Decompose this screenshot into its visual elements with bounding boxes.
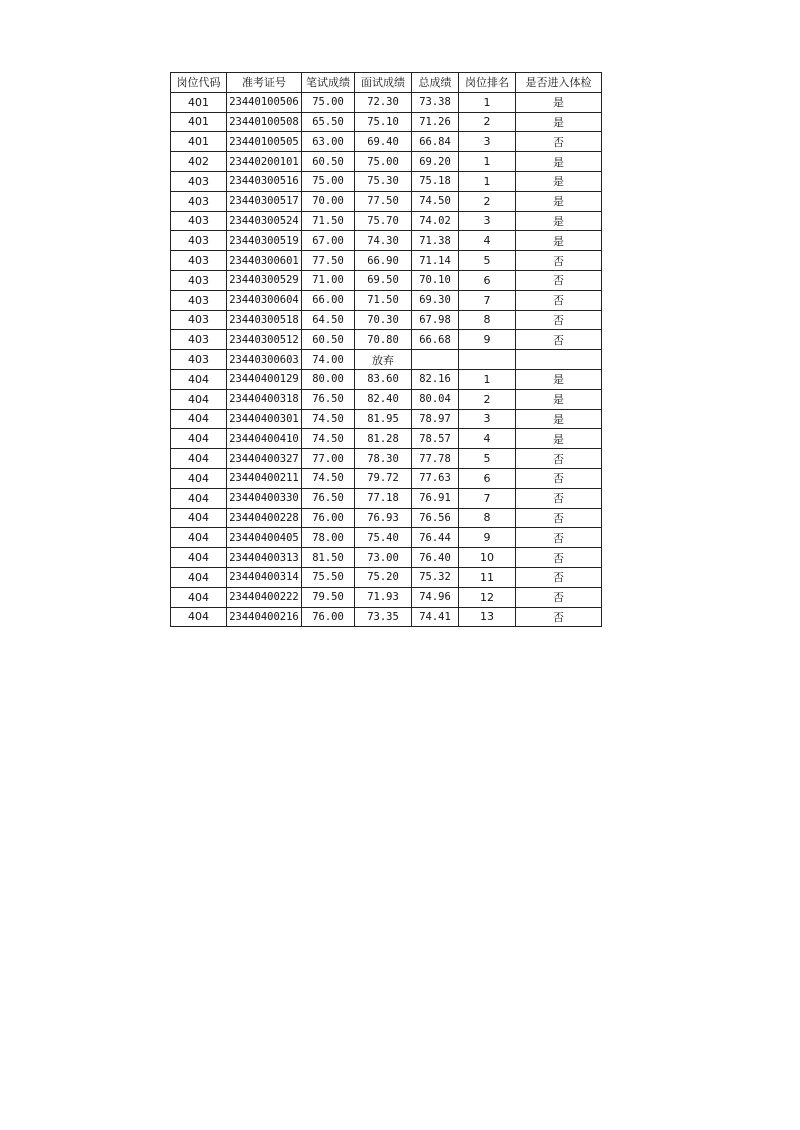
cell-position-code: 403 xyxy=(171,211,227,231)
cell-interview-score: 75.20 xyxy=(355,567,412,587)
cell-exam-id: 23440300601 xyxy=(227,251,302,271)
cell-position-code: 404 xyxy=(171,587,227,607)
cell-written-score: 77.50 xyxy=(302,251,355,271)
cell-exam-id: 23440300516 xyxy=(227,171,302,191)
table-row xyxy=(171,449,602,469)
table-row xyxy=(171,191,602,211)
cell-physical-exam: 否 xyxy=(516,310,602,330)
cell-exam-id: 23440400228 xyxy=(227,508,302,528)
table-row xyxy=(171,389,602,409)
cell-position-code: 404 xyxy=(171,607,227,627)
cell-interview-score: 73.35 xyxy=(355,607,412,627)
cell-interview-score: 81.95 xyxy=(355,409,412,429)
cell-written-score: 74.50 xyxy=(302,429,355,449)
cell-written-score: 77.00 xyxy=(302,449,355,469)
cell-written-score: 75.00 xyxy=(302,92,355,112)
cell-physical-exam: 否 xyxy=(516,567,602,587)
cell-written-score: 81.50 xyxy=(302,548,355,568)
table-header xyxy=(171,73,602,93)
cell-physical-exam: 是 xyxy=(516,409,602,429)
cell-total-score: 78.97 xyxy=(412,409,459,429)
cell-total-score: 80.04 xyxy=(412,389,459,409)
cell-exam-id: 23440400313 xyxy=(227,548,302,568)
cell-physical-exam: 否 xyxy=(516,270,602,290)
cell-position-code: 403 xyxy=(171,350,227,370)
cell-physical-exam: 是 xyxy=(516,211,602,231)
cell-position-rank: 10 xyxy=(459,548,516,568)
cell-total-score: 76.56 xyxy=(412,508,459,528)
cell-total-score: 74.02 xyxy=(412,211,459,231)
table-row xyxy=(171,350,602,370)
cell-interview-score: 81.28 xyxy=(355,429,412,449)
score-table xyxy=(170,72,602,627)
cell-interview-score: 69.40 xyxy=(355,132,412,152)
cell-position-code: 404 xyxy=(171,468,227,488)
table-row xyxy=(171,330,602,350)
cell-exam-id: 23440400314 xyxy=(227,567,302,587)
cell-position-code: 403 xyxy=(171,290,227,310)
cell-position-code: 403 xyxy=(171,171,227,191)
cell-interview-score: 70.80 xyxy=(355,330,412,350)
cell-position-rank: 1 xyxy=(459,369,516,389)
cell-exam-id: 23440400222 xyxy=(227,587,302,607)
cell-total-score: 82.16 xyxy=(412,369,459,389)
cell-total-score: 75.32 xyxy=(412,567,459,587)
cell-position-rank: 6 xyxy=(459,270,516,290)
cell-exam-id: 23440400330 xyxy=(227,488,302,508)
cell-written-score: 79.50 xyxy=(302,587,355,607)
cell-position-rank: 4 xyxy=(459,429,516,449)
cell-exam-id: 23440100508 xyxy=(227,112,302,132)
cell-exam-id: 23440400301 xyxy=(227,409,302,429)
cell-written-score: 80.00 xyxy=(302,369,355,389)
cell-interview-score: 75.30 xyxy=(355,171,412,191)
cell-total-score: 74.50 xyxy=(412,191,459,211)
cell-physical-exam: 否 xyxy=(516,607,602,627)
cell-position-code: 403 xyxy=(171,310,227,330)
cell-interview-score: 75.10 xyxy=(355,112,412,132)
table-row xyxy=(171,270,602,290)
cell-total-score: 76.40 xyxy=(412,548,459,568)
table-row xyxy=(171,112,602,132)
cell-total-score: 74.96 xyxy=(412,587,459,607)
cell-position-code: 403 xyxy=(171,270,227,290)
cell-position-code: 401 xyxy=(171,112,227,132)
cell-position-code: 404 xyxy=(171,548,227,568)
cell-position-rank: 1 xyxy=(459,152,516,172)
cell-position-rank: 3 xyxy=(459,211,516,231)
table-row xyxy=(171,132,602,152)
cell-exam-id: 23440300519 xyxy=(227,231,302,251)
cell-position-rank: 11 xyxy=(459,567,516,587)
table-row xyxy=(171,211,602,231)
cell-position-rank xyxy=(459,350,516,370)
cell-written-score: 76.00 xyxy=(302,508,355,528)
cell-written-score: 60.50 xyxy=(302,152,355,172)
cell-position-code: 402 xyxy=(171,152,227,172)
cell-total-score: 75.18 xyxy=(412,171,459,191)
cell-position-code: 403 xyxy=(171,191,227,211)
cell-physical-exam xyxy=(516,350,602,370)
cell-exam-id: 23440400405 xyxy=(227,528,302,548)
cell-written-score: 63.00 xyxy=(302,132,355,152)
table-row xyxy=(171,607,602,627)
header-position-code: 岗位代码 xyxy=(171,73,227,93)
cell-position-rank: 5 xyxy=(459,251,516,271)
header-interview-score: 面试成绩 xyxy=(355,73,412,93)
cell-total-score: 69.20 xyxy=(412,152,459,172)
table-row xyxy=(171,429,602,449)
cell-exam-id: 23440300529 xyxy=(227,270,302,290)
cell-interview-score: 74.30 xyxy=(355,231,412,251)
cell-total-score: 73.38 xyxy=(412,92,459,112)
cell-written-score: 75.00 xyxy=(302,171,355,191)
cell-position-code: 404 xyxy=(171,369,227,389)
header-position-rank: 岗位排名 xyxy=(459,73,516,93)
cell-position-code: 404 xyxy=(171,449,227,469)
cell-exam-id: 23440400129 xyxy=(227,369,302,389)
cell-written-score: 65.50 xyxy=(302,112,355,132)
cell-interview-score: 78.30 xyxy=(355,449,412,469)
cell-position-code: 404 xyxy=(171,488,227,508)
cell-position-code: 401 xyxy=(171,92,227,112)
cell-written-score: 76.00 xyxy=(302,607,355,627)
cell-physical-exam: 否 xyxy=(516,508,602,528)
cell-exam-id: 23440300603 xyxy=(227,350,302,370)
cell-written-score: 75.50 xyxy=(302,567,355,587)
cell-exam-id: 23440100506 xyxy=(227,92,302,112)
cell-physical-exam: 是 xyxy=(516,152,602,172)
table-body xyxy=(171,92,602,627)
cell-physical-exam: 是 xyxy=(516,191,602,211)
cell-written-score: 74.50 xyxy=(302,468,355,488)
cell-written-score: 66.00 xyxy=(302,290,355,310)
cell-physical-exam: 否 xyxy=(516,548,602,568)
table-row xyxy=(171,310,602,330)
cell-position-rank: 3 xyxy=(459,132,516,152)
cell-total-score: 77.63 xyxy=(412,468,459,488)
cell-total-score: 78.57 xyxy=(412,429,459,449)
cell-total-score: 71.14 xyxy=(412,251,459,271)
cell-position-rank: 13 xyxy=(459,607,516,627)
cell-exam-id: 23440300512 xyxy=(227,330,302,350)
table-row xyxy=(171,468,602,488)
cell-interview-score: 66.90 xyxy=(355,251,412,271)
cell-exam-id: 23440400410 xyxy=(227,429,302,449)
cell-interview-score: 77.50 xyxy=(355,191,412,211)
cell-exam-id: 23440300524 xyxy=(227,211,302,231)
cell-written-score: 64.50 xyxy=(302,310,355,330)
cell-position-rank: 2 xyxy=(459,191,516,211)
table-row xyxy=(171,231,602,251)
cell-physical-exam: 否 xyxy=(516,449,602,469)
cell-exam-id: 23440300518 xyxy=(227,310,302,330)
cell-written-score: 67.00 xyxy=(302,231,355,251)
cell-position-rank: 7 xyxy=(459,290,516,310)
table-row xyxy=(171,567,602,587)
cell-position-rank: 12 xyxy=(459,587,516,607)
cell-physical-exam: 是 xyxy=(516,171,602,191)
table-row xyxy=(171,587,602,607)
table-row xyxy=(171,488,602,508)
cell-position-code: 404 xyxy=(171,409,227,429)
cell-physical-exam: 否 xyxy=(516,587,602,607)
cell-total-score: 74.41 xyxy=(412,607,459,627)
cell-interview-score: 71.50 xyxy=(355,290,412,310)
cell-position-rank: 1 xyxy=(459,171,516,191)
cell-interview-score: 77.18 xyxy=(355,488,412,508)
cell-position-code: 403 xyxy=(171,330,227,350)
cell-interview-score: 69.50 xyxy=(355,270,412,290)
cell-interview-score: 放弃 xyxy=(355,350,412,370)
cell-position-code: 404 xyxy=(171,429,227,449)
cell-position-rank: 9 xyxy=(459,330,516,350)
cell-position-rank: 1 xyxy=(459,92,516,112)
cell-position-code: 403 xyxy=(171,251,227,271)
cell-position-rank: 9 xyxy=(459,528,516,548)
cell-position-code: 404 xyxy=(171,508,227,528)
cell-written-score: 74.00 xyxy=(302,350,355,370)
cell-total-score: 71.26 xyxy=(412,112,459,132)
header-physical-exam: 是否进入体检 xyxy=(516,73,602,93)
cell-total-score: 76.91 xyxy=(412,488,459,508)
cell-physical-exam: 是 xyxy=(516,429,602,449)
cell-written-score: 76.50 xyxy=(302,488,355,508)
cell-written-score: 76.50 xyxy=(302,389,355,409)
table-row xyxy=(171,528,602,548)
table-row xyxy=(171,152,602,172)
table-row xyxy=(171,508,602,528)
table-row xyxy=(171,92,602,112)
cell-interview-score: 71.93 xyxy=(355,587,412,607)
cell-interview-score: 79.72 xyxy=(355,468,412,488)
table-row xyxy=(171,548,602,568)
header-written-score: 笔试成绩 xyxy=(302,73,355,93)
cell-interview-score: 72.30 xyxy=(355,92,412,112)
cell-position-code: 403 xyxy=(171,231,227,251)
cell-physical-exam: 否 xyxy=(516,251,602,271)
cell-written-score: 60.50 xyxy=(302,330,355,350)
cell-position-rank: 2 xyxy=(459,389,516,409)
cell-exam-id: 23440400327 xyxy=(227,449,302,469)
cell-interview-score: 70.30 xyxy=(355,310,412,330)
cell-interview-score: 76.93 xyxy=(355,508,412,528)
cell-total-score xyxy=(412,350,459,370)
cell-total-score: 69.30 xyxy=(412,290,459,310)
cell-physical-exam: 是 xyxy=(516,369,602,389)
cell-physical-exam: 否 xyxy=(516,290,602,310)
cell-total-score: 71.38 xyxy=(412,231,459,251)
cell-physical-exam: 否 xyxy=(516,330,602,350)
cell-written-score: 78.00 xyxy=(302,528,355,548)
table-row xyxy=(171,171,602,191)
cell-exam-id: 23440200101 xyxy=(227,152,302,172)
cell-position-rank: 2 xyxy=(459,112,516,132)
table-row xyxy=(171,251,602,271)
cell-physical-exam: 否 xyxy=(516,132,602,152)
cell-position-code: 404 xyxy=(171,389,227,409)
cell-interview-score: 75.70 xyxy=(355,211,412,231)
cell-physical-exam: 是 xyxy=(516,231,602,251)
table-row xyxy=(171,369,602,389)
cell-total-score: 76.44 xyxy=(412,528,459,548)
cell-total-score: 70.10 xyxy=(412,270,459,290)
cell-total-score: 77.78 xyxy=(412,449,459,469)
table-row xyxy=(171,409,602,429)
cell-position-rank: 4 xyxy=(459,231,516,251)
header-total-score: 总成绩 xyxy=(412,73,459,93)
cell-interview-score: 83.60 xyxy=(355,369,412,389)
cell-position-rank: 8 xyxy=(459,310,516,330)
cell-physical-exam: 是 xyxy=(516,389,602,409)
cell-physical-exam: 是 xyxy=(516,112,602,132)
cell-position-rank: 6 xyxy=(459,468,516,488)
header-row xyxy=(171,73,602,93)
cell-exam-id: 23440300517 xyxy=(227,191,302,211)
cell-exam-id: 23440400318 xyxy=(227,389,302,409)
cell-position-rank: 8 xyxy=(459,508,516,528)
cell-interview-score: 75.00 xyxy=(355,152,412,172)
cell-total-score: 67.98 xyxy=(412,310,459,330)
cell-physical-exam: 否 xyxy=(516,528,602,548)
cell-interview-score: 73.00 xyxy=(355,548,412,568)
cell-position-code: 401 xyxy=(171,132,227,152)
cell-interview-score: 75.40 xyxy=(355,528,412,548)
cell-written-score: 71.00 xyxy=(302,270,355,290)
table-row xyxy=(171,290,602,310)
header-exam-id: 准考证号 xyxy=(227,73,302,93)
cell-position-rank: 7 xyxy=(459,488,516,508)
cell-position-rank: 3 xyxy=(459,409,516,429)
cell-written-score: 70.00 xyxy=(302,191,355,211)
cell-position-code: 404 xyxy=(171,567,227,587)
cell-exam-id: 23440100505 xyxy=(227,132,302,152)
cell-written-score: 71.50 xyxy=(302,211,355,231)
cell-total-score: 66.84 xyxy=(412,132,459,152)
cell-exam-id: 23440400211 xyxy=(227,468,302,488)
cell-physical-exam: 否 xyxy=(516,468,602,488)
cell-physical-exam: 否 xyxy=(516,488,602,508)
cell-physical-exam: 是 xyxy=(516,92,602,112)
cell-exam-id: 23440300604 xyxy=(227,290,302,310)
cell-interview-score: 82.40 xyxy=(355,389,412,409)
cell-written-score: 74.50 xyxy=(302,409,355,429)
cell-position-code: 404 xyxy=(171,528,227,548)
cell-position-rank: 5 xyxy=(459,449,516,469)
cell-total-score: 66.68 xyxy=(412,330,459,350)
cell-exam-id: 23440400216 xyxy=(227,607,302,627)
